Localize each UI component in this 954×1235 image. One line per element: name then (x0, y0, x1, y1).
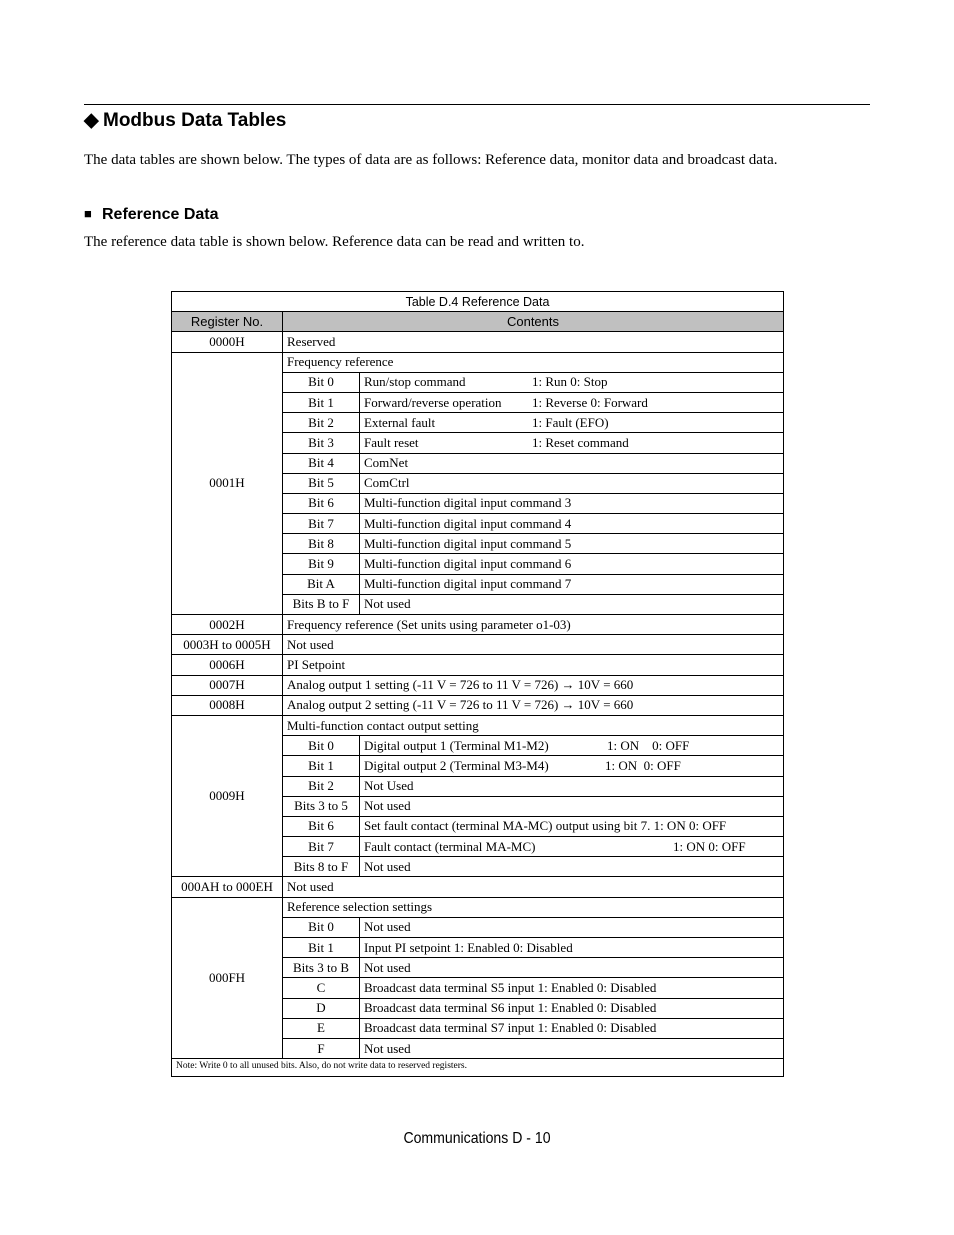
table-caption: Table D.4 Reference Data (172, 292, 784, 312)
bit-description-cell (360, 756, 784, 776)
bit-description: Fault reset (364, 434, 419, 450)
bit-description-cell: Set fault contact (terminal MA-MC) output using bit 7. 1: ON 0: OFF (360, 816, 784, 836)
bit-description-cell: Input PI setpoint 1: Enabled 0: Disabled (360, 938, 784, 958)
subsection-title-text: Reference Data (102, 206, 219, 223)
register-cell: 0002H (172, 615, 283, 635)
bit-description-cell: Not Used (360, 776, 784, 796)
bit-description-cell: Broadcast data terminal S7 input 1: Enabled 0: Disabled (360, 1018, 784, 1038)
bit-description-cell (360, 736, 784, 756)
bit-cell: Bit 1 (283, 756, 360, 776)
bit-cell: Bit A (283, 574, 360, 594)
page-footer: Communications D - 10 (403, 1130, 551, 1147)
bit-cell: Bits 3 to 5 (283, 796, 360, 816)
bit-description-cell: Broadcast data terminal S6 input 1: Enabled 0: Disabled (360, 998, 784, 1018)
contents-cell: Frequency reference (283, 352, 784, 372)
table-row (172, 877, 784, 897)
bit-description-cell: ComCtrl (360, 473, 784, 493)
bit-value: 1: ON 0: OFF (673, 838, 746, 854)
bit-description-cell: Not used (360, 1038, 784, 1058)
bit-description: External fault (364, 414, 436, 430)
bit-description-cell: Multi-function digital input command 7 (360, 574, 784, 594)
register-cell: 0006H (172, 655, 283, 675)
reference-data-table (171, 291, 784, 1077)
bit-cell: Bit 6 (283, 816, 360, 836)
bit-value: 1: Run 0: Stop (532, 374, 608, 390)
bit-cell: Bit 2 (283, 776, 360, 796)
bit-description-cell: Multi-function digital input command 5 (360, 534, 784, 554)
intro-paragraph: The data tables are shown below. The types of data are as follows: Reference data, monitor data and broadcast data. (84, 152, 778, 168)
section-title-text: Modbus Data Tables (103, 110, 287, 131)
header-register-no: Register No. (172, 312, 283, 332)
table-header-row (172, 312, 784, 332)
bit-cell: Bit 1 (283, 392, 360, 412)
bit-cell: Bits B to F (283, 594, 360, 614)
header-contents: Contents (283, 312, 784, 332)
bit-cell: Bit 8 (283, 534, 360, 554)
bit-value: 1: Reset command (532, 434, 629, 450)
bit-cell: Bit 9 (283, 554, 360, 574)
register-cell: 0003H to 0005H (172, 635, 283, 655)
bit-value: 1: ON 0: OFF (607, 737, 690, 753)
table-row (172, 897, 784, 917)
table-row (172, 635, 784, 655)
register-cell: 0001H (172, 352, 283, 614)
subsection-title (84, 204, 219, 225)
bit-description-cell: Multi-function digital input command 6 (360, 554, 784, 574)
bit-cell: C (283, 978, 360, 998)
register-cell: 0000H (172, 332, 283, 352)
bit-description-cell: Broadcast data terminal S5 input 1: Enabled 0: Disabled (360, 978, 784, 998)
bit-value: 1: ON 0: OFF (605, 757, 681, 773)
table-row (172, 352, 784, 372)
bit-cell: Bit 0 (283, 917, 360, 937)
table-row (172, 715, 784, 735)
table-row (172, 695, 784, 715)
bit-cell: Bit 2 (283, 413, 360, 433)
diamond-icon: ◆ (84, 110, 99, 131)
contents-cell: Analog output 1 setting (-11 V = 726 to 11 V = 726) → 10V = 660 (283, 675, 784, 695)
bit-description-cell (360, 372, 784, 392)
bit-description-cell (360, 433, 784, 453)
bit-description: Digital output 1 (Terminal M1-M2) (364, 737, 549, 753)
table-row (172, 675, 784, 695)
bit-description: Digital output 2 (Terminal M3-M4) (364, 757, 549, 773)
bit-description-cell: Not used (360, 594, 784, 614)
bit-description: Forward/reverse operation (364, 394, 502, 410)
contents-cell: Not used (283, 635, 784, 655)
table-note: Note: Write 0 to all unused bits. Also, do not write data to reserved registers. (172, 1059, 784, 1077)
bit-description-cell (360, 413, 784, 433)
subsection-intro: The reference data table is shown below. Reference data can be read and written to. (84, 234, 585, 250)
bit-description-cell: Not used (360, 857, 784, 877)
bit-cell: Bit 4 (283, 453, 360, 473)
bit-cell: Bits 3 to B (283, 958, 360, 978)
table-row (172, 655, 784, 675)
bit-cell: Bit 0 (283, 372, 360, 392)
table-row (172, 332, 784, 352)
bit-cell: Bit 7 (283, 514, 360, 534)
section-title (84, 109, 286, 133)
contents-cell: Reference selection settings (283, 897, 784, 917)
bit-description-cell: Not used (360, 796, 784, 816)
bit-description-cell (360, 837, 784, 857)
contents-cell: PI Setpoint (283, 655, 784, 675)
bit-cell: Bit 3 (283, 433, 360, 453)
contents-cell: Multi-function contact output setting (283, 715, 784, 735)
bit-cell: E (283, 1018, 360, 1038)
register-cell: 0009H (172, 715, 283, 877)
contents-cell: Reserved (283, 332, 784, 352)
contents-cell: Analog output 2 setting (-11 V = 726 to 11 V = 726) → 10V = 660 (283, 695, 784, 715)
bit-description-cell: ComNet (360, 453, 784, 473)
bit-cell: Bits 8 to F (283, 857, 360, 877)
bit-description-cell: Multi-function digital input command 4 (360, 514, 784, 534)
bit-description-cell (360, 392, 784, 412)
bit-description: Fault contact (terminal MA-MC) (364, 838, 536, 854)
top-rule (84, 104, 870, 105)
square-icon: ■ (84, 206, 92, 221)
bit-cell: Bit 6 (283, 493, 360, 513)
bit-cell: Bit 0 (283, 736, 360, 756)
register-cell: 000AH to 000EH (172, 877, 283, 897)
bit-cell: Bit 1 (283, 938, 360, 958)
bit-description-cell: Not used (360, 917, 784, 937)
bit-description-cell: Multi-function digital input command 3 (360, 493, 784, 513)
bit-cell: Bit 7 (283, 837, 360, 857)
register-cell: 000FH (172, 897, 283, 1059)
register-cell: 0008H (172, 695, 283, 715)
register-cell: 0007H (172, 675, 283, 695)
bit-value: 1: Fault (EFO) (532, 414, 609, 430)
table-row (172, 615, 784, 635)
bit-cell: F (283, 1038, 360, 1058)
bit-cell: Bit 5 (283, 473, 360, 493)
contents-cell: Not used (283, 877, 784, 897)
bit-description-cell: Not used (360, 958, 784, 978)
contents-cell: Frequency reference (Set units using parameter o1-03) (283, 615, 784, 635)
bit-value: 1: Reverse 0: Forward (532, 394, 648, 410)
bit-cell: D (283, 998, 360, 1018)
bit-description: Run/stop command (364, 374, 466, 390)
